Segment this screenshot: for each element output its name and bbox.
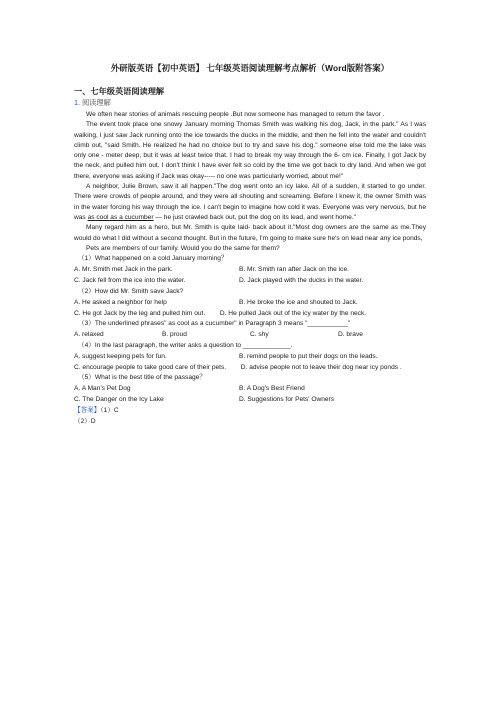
option-b: B. He broke the ice and shouted to Jack. [239,298,358,306]
option-b: B. A Dog's Best Friend [239,384,305,392]
answer-label: 【答案】 [74,406,101,414]
underlined-phrase: as cool as a cucumber [87,213,154,221]
option-b: B. remind people to put their dogs on the leads. [239,352,378,360]
answer-line [74,406,426,417]
option-c: C. He got Jack by the leg and pulled him out. [74,309,206,317]
answer-1: （1）C [100,406,119,414]
paragraph-3-start: A neighbor, Julie Brown, saw it all happen."The dog went onto an icy lake. All of a sudden, it started to go under. There were crowds of people around, and they were all shouting and screaming. Before I knew it, the owner Smith was in the water forcing his way through the ice. I can't begin to imagine how cold it was. Everyone was very nervous, but he was [74,183,426,221]
question-number: 1. [74,98,80,107]
question-4-options-row-2 [74,363,426,373]
option-a: A. He asked a neighbor for help [74,298,167,306]
question-4-stem: （4）In the last paragraph, the writer asks a question to _____________. [78,341,293,349]
question-2-options-row-2 [74,309,426,319]
section-heading: 一、七年级英语阅读理解 [74,87,165,96]
question-1-options-row-1 [74,265,426,276]
question-5-options-row-2 [74,395,426,406]
question-heading [74,98,111,108]
option-d: D. brave [338,330,363,338]
paragraph-4: Many regard him as a hero, but Mr. Smith is quite laid- back about it."Most dog owners are the same as me.They would do what I did without a second thought. But in the future, I'm going to make sure he's on lead near any ice ponds, [74,224,426,242]
option-b: B. Mr. Smith ran after Jack on the ice. [239,266,349,274]
option-c: C. encourage people to take good care of their pets. [74,363,227,371]
question-2-options-row-1 [74,298,426,309]
option-c: C. Jack fell from the ice into the water. [74,276,186,284]
option-c: C. The Danger on the Icy Lake [74,395,164,403]
question-3-options [74,330,426,341]
paragraph-3-end: — he just crawled back out, put the dog on its lead, and went home." [153,213,357,221]
question-1-options-row-2 [74,276,426,287]
question-4-options-row-1 [74,352,426,363]
option-b: B. proud [162,330,187,338]
option-a: A. A Man's Pet Dog [74,384,131,392]
question-5-options-row-1 [74,384,426,395]
question-1-stem: （1）What happened on a cold January morning？ [78,255,228,263]
paragraph-3 [74,182,426,223]
question-3-stem: （3）The underlined phrases" as cool as a cucumber" in Paragraph 3 means "___________" [78,319,351,327]
option-d: D. He pulled Jack out of the icy water by the neck. [219,309,367,317]
document-title: 外研版英语【初中英语】 七年级英语阅读理解考点解析（Word版附答案） [110,63,390,73]
paragraph-2: The event took place one snowy January morning Thomas Smith was walking his dog, Jack, in the park." As I was walking, I just saw Jack running onto the ice towards the ducks in the middle, and then he fell into the water and couldn't climb out, "said Smith. He realized he had no choice but to try and save his dog." someone else told me the lake was only one - meter deep, but it was at least twice that. I had to break my way through the 6- cm ice. Finally, I got Jack by the neck, and pulled him out. I don't think I have ever felt so cold by the time we got back to dry land. And when we got there, everyone was asking if Jack was okay----- no one was particularly worried, about me!" [74,121,426,180]
question-2-stem: （2）How did Mr. Smith save Jack? [78,287,184,295]
paragraph-5: Pets are members of our family. Would you do the same for them? [86,244,280,252]
option-d: D. Jack played with the ducks in the water. [239,276,364,284]
option-a: A. relaxed [74,330,104,338]
option-a: A. Mr. Smith met Jack in the park. [74,266,173,274]
option-d: D. advise people not to leave their dog near icy ponds . [240,363,402,371]
option-d: D. Suggestions for Pets' Owners [239,395,335,403]
option-a: A. suggest keeping pets for fun. [74,352,167,360]
paragraph-1: We often hear stories of animals rescuing people .But now someone has managed to return the favor . [86,111,385,118]
question-label: 阅读理解 [82,98,111,107]
option-c: C. shy [250,330,269,338]
question-5-stem: （5）What is the best title of the passage？ [78,373,206,381]
passage-body [74,110,426,427]
answer-2: （2）D [74,417,96,425]
